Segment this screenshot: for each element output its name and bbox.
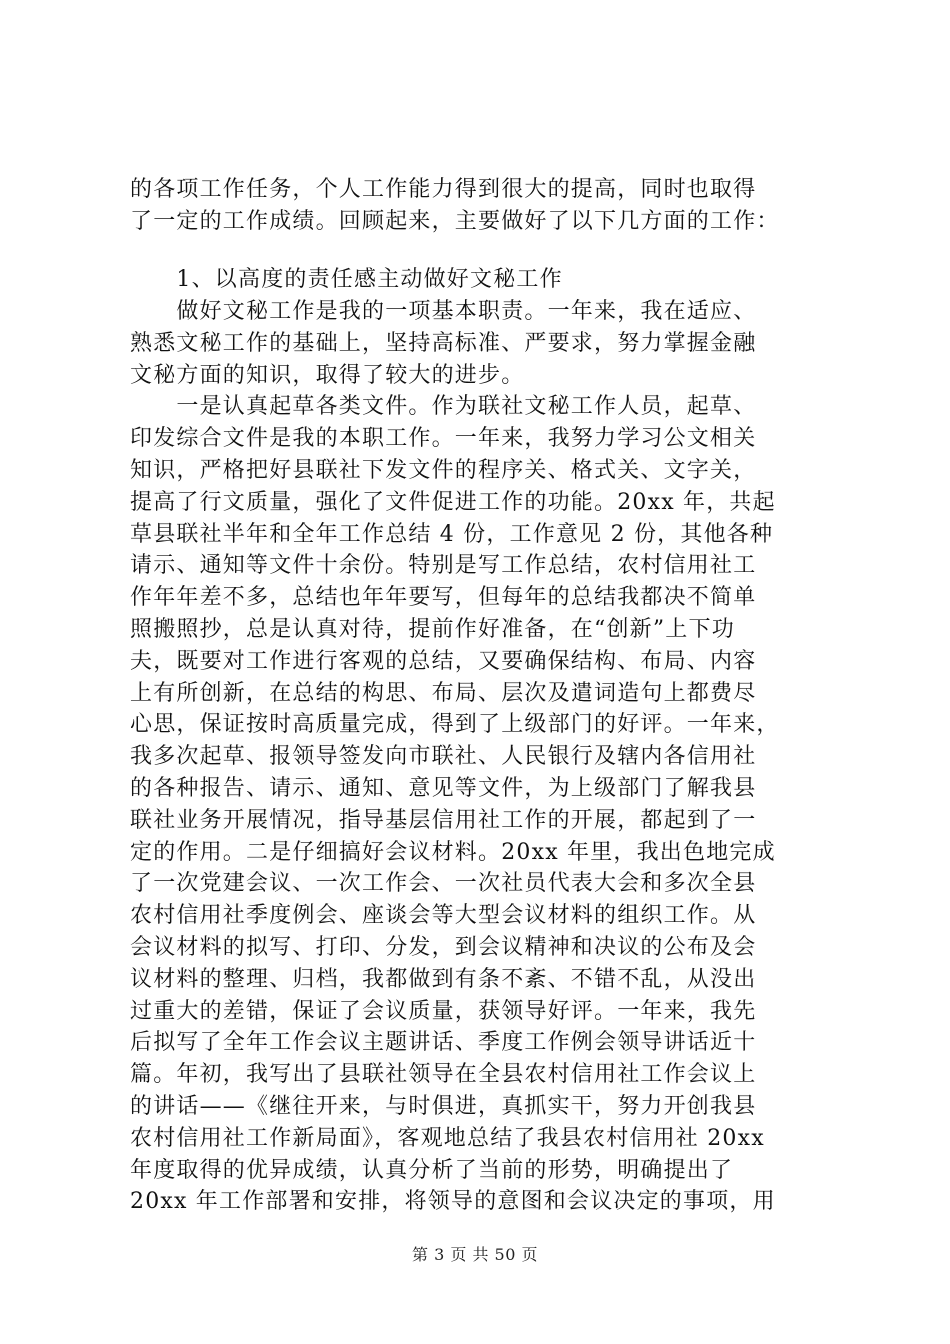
body-text [130,296,830,1218]
text-line: 文秘方面的知识，取得了较大的进步。 [130,362,525,388]
text-line: 农村信用社季度例会、座谈会等大型会议材料的组织工作。从 [130,903,757,929]
text-line: 请示、通知等文件十余份。特别是写工作总结，农村信用社工 [130,553,757,579]
section-heading-text: 1、以高度的责任感主动做好文秘工作 [130,267,563,292]
text-line: 印发综合文件是我的本职工作。一年来，我努力学习公文相关 [130,426,757,452]
text-line: 20xx 年工作部署和安排，将领导的意图和会议决定的事项，用 [130,1189,776,1215]
text-line: 的各项工作任务，个人工作能力得到很大的提高，同时也取得 [130,177,757,202]
page-footer: 第 3 页 共 50 页 [412,1245,538,1264]
text-line: 的各种报告、请示、通知、意见等文件，为上级部门了解我县 [130,775,757,801]
text-line: 知识，严格把好县联社下发文件的程序关、格式关、文字关， [130,457,757,483]
text-line: 熟悉文秘工作的基础上，坚持高标准、严要求，努力掌握金融 [130,330,757,356]
text-line: 作年年差不多，总结也年年要写，但每年的总结我都决不简单 [130,585,757,611]
text-line: 定的作用。二是仔细搞好会议材料。20xx 年里，我出色地完成 [130,839,776,865]
text-line: 会议材料的拟写、打印、分发，到会议精神和决议的公布及会 [130,934,757,960]
text-line: 农村信用社工作新局面》，客观地总结了我县农村信用社 20xx [130,1125,765,1151]
text-line: 的讲话——《继往开来，与时俱进，真抓实干，努力开创我县 [130,1093,757,1119]
text-line: 一是认真起草各类文件。作为联社文秘工作人员，起草、 [130,394,757,420]
text-line: 过重大的差错，保证了会议质量，获领导好评。一年来，我先 [130,998,757,1024]
text-line: 联社业务开展情况，指导基层信用社工作的开展，都起到了一 [130,807,757,833]
text-line: 年度取得的优异成绩，认真分析了当前的形势，明确提出了 [130,1157,734,1183]
text-line: 后拟写了全年工作会议主题讲话、季度工作例会领导讲话近十 [130,1030,757,1056]
text-line: 做好文秘工作是我的一项基本职责。一年来，我在适应、 [130,299,757,324]
section-heading [130,264,830,296]
text-line: 议材料的整理、归档，我都做到有条不紊、不错不乱，从没出 [130,966,757,992]
text-line: 心思，保证按时高质量完成，得到了上级部门的好评。一年来， [130,712,780,738]
intro-paragraph [130,174,830,238]
text-line: 照搬照抄，总是认真对待，提前作好准备，在“创新”上下功 [130,616,735,642]
text-line: 草县联社半年和全年工作总结 4 份，工作意见 2 份，其他各种 [130,521,774,547]
text-line: 上有所创新，在总结的构思、布局、层次及遣词造句上都费尽 [130,680,757,706]
text-line: 了一次党建会议、一次工作会、一次社员代表大会和多次全县 [130,871,757,897]
text-line: 夫，既要对工作进行客观的总结，又要确保结构、布局、内容 [130,648,757,674]
text-line: 我多次起草、报领导签发向市联社、人民银行及辖内各信用社 [130,744,757,770]
text-line: 提高了行文质量，强化了文件促进工作的功能。20xx 年，共起 [130,489,776,515]
text-line: 篇。年初，我写出了县联社领导在全县农村信用社工作会议上 [130,1062,757,1088]
text-line: 了一定的工作成绩。回顾起来，主要做好了以下几方面的工作： [130,208,780,234]
